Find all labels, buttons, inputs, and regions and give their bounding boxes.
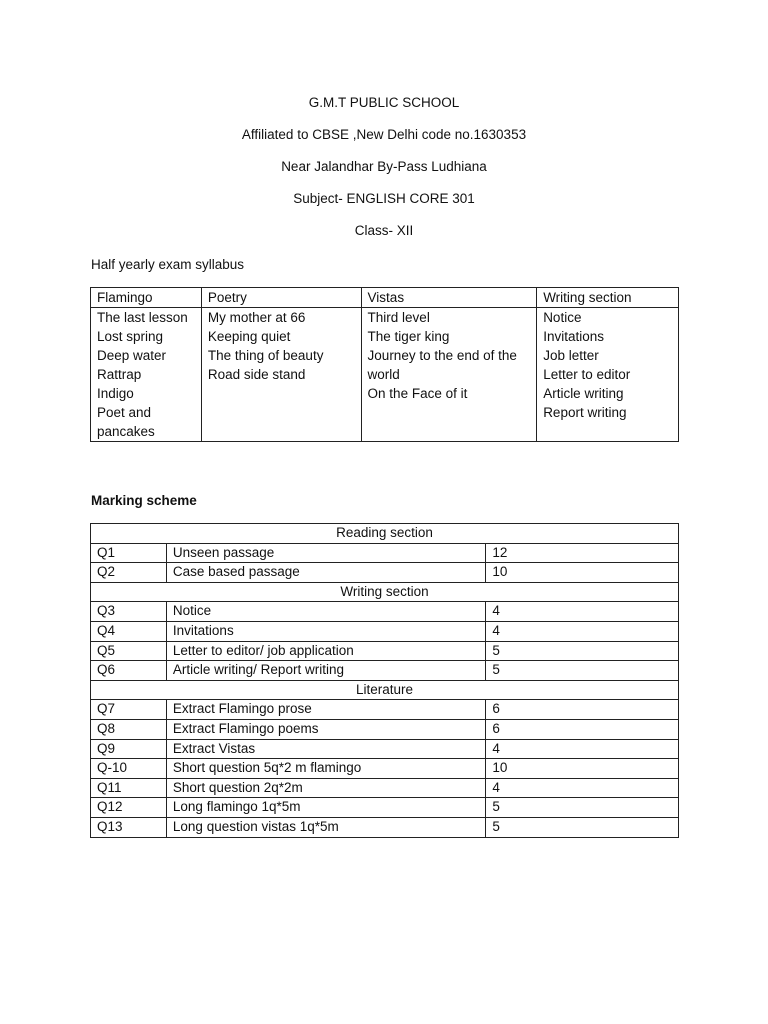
flamingo-list <box>91 308 202 442</box>
question-marks: 6 <box>486 700 679 720</box>
table-row <box>91 817 679 837</box>
question-description: Letter to editor/ job application <box>166 641 485 661</box>
syllabus-body-row <box>91 308 679 442</box>
question-marks: 10 <box>486 563 679 583</box>
list-item: Poet and <box>97 405 152 420</box>
address-line: Near Jalandhar By-Pass Ludhiana <box>281 159 487 174</box>
list-item: Letter to editor <box>543 367 631 382</box>
syllabus-heading: Flamingo <box>91 288 202 308</box>
question-number: Q4 <box>91 621 167 641</box>
question-marks: 4 <box>486 621 679 641</box>
marking-title: Marking scheme <box>91 493 197 508</box>
marking-table <box>90 523 679 838</box>
list-item: On the Face of it <box>367 386 468 401</box>
table-row <box>91 621 679 641</box>
vistas-list <box>361 308 537 442</box>
poetry-list <box>201 308 361 442</box>
list-item: The thing of beauty <box>207 348 324 363</box>
question-number: Q13 <box>91 817 167 837</box>
table-row <box>91 798 679 818</box>
subject-line: Subject- ENGLISH CORE 301 <box>293 191 475 206</box>
writing-list <box>537 308 679 442</box>
list-item: Rattrap <box>97 367 142 382</box>
syllabus-header-row <box>91 288 679 308</box>
list-item: Lost spring <box>97 329 164 344</box>
list-item: Notice <box>543 310 582 325</box>
question-number: Q11 <box>91 778 167 798</box>
list-item: world <box>367 367 400 382</box>
section-heading: Literature <box>91 680 679 700</box>
affiliation-line: Affiliated to CBSE ,New Delhi code no.1630353 <box>241 127 527 142</box>
question-marks: 12 <box>486 543 679 563</box>
question-description: Long question vistas 1q*5m <box>166 817 485 837</box>
question-description: Short question 5q*2 m flamingo <box>166 759 485 779</box>
question-number: Q3 <box>91 602 167 622</box>
question-number: Q1 <box>91 543 167 563</box>
question-number: Q-10 <box>91 759 167 779</box>
list-item: Job letter <box>543 348 599 363</box>
list-item: My mother at 66 <box>207 310 306 325</box>
question-marks: 10 <box>486 759 679 779</box>
question-description: Article writing/ Report writing <box>166 661 485 681</box>
question-marks: 4 <box>486 602 679 622</box>
list-item: Article writing <box>543 386 624 401</box>
list-item: The tiger king <box>367 329 450 344</box>
question-marks: 6 <box>486 719 679 739</box>
list-item: The last lesson <box>97 310 188 325</box>
question-marks: 5 <box>486 661 679 681</box>
question-number: Q6 <box>91 661 167 681</box>
question-description: Short question 2q*2m <box>166 778 485 798</box>
question-marks: 5 <box>486 798 679 818</box>
question-marks: 4 <box>486 739 679 759</box>
list-item: Road side stand <box>207 367 306 382</box>
table-row <box>91 563 679 583</box>
table-row <box>91 641 679 661</box>
syllabus-heading: Poetry <box>201 288 361 308</box>
table-row <box>91 778 679 798</box>
question-description: Notice <box>166 602 485 622</box>
section-heading: Reading section <box>91 524 679 544</box>
question-number: Q2 <box>91 563 167 583</box>
question-number: Q7 <box>91 700 167 720</box>
list-item: Deep water <box>97 348 167 363</box>
syllabus-table <box>90 287 679 442</box>
list-item: Report writing <box>543 405 627 420</box>
question-description: Unseen passage <box>166 543 485 563</box>
syllabus-title: Half yearly exam syllabus <box>91 257 245 272</box>
section-heading: Writing section <box>91 582 679 602</box>
question-number: Q5 <box>91 641 167 661</box>
question-number: Q8 <box>91 719 167 739</box>
question-marks: 4 <box>486 778 679 798</box>
question-description: Case based passage <box>166 563 485 583</box>
section-row <box>91 524 679 544</box>
question-description: Invitations <box>166 621 485 641</box>
syllabus-heading: Writing section <box>537 288 679 308</box>
section-row <box>91 582 679 602</box>
class-line: Class- XII <box>354 223 414 238</box>
table-row <box>91 700 679 720</box>
section-row <box>91 680 679 700</box>
question-description: Extract Vistas <box>166 739 485 759</box>
syllabus-heading: Vistas <box>361 288 537 308</box>
table-row <box>91 602 679 622</box>
school-name: G.M.T PUBLIC SCHOOL <box>308 95 460 110</box>
question-description: Long flamingo 1q*5m <box>166 798 485 818</box>
question-number: Q12 <box>91 798 167 818</box>
list-item: Indigo <box>97 386 134 401</box>
list-item: Journey to the end of the <box>367 348 517 363</box>
list-item: Keeping quiet <box>207 329 291 344</box>
question-marks: 5 <box>486 817 679 837</box>
table-row <box>91 543 679 563</box>
table-row <box>91 759 679 779</box>
table-row <box>91 661 679 681</box>
question-description: Extract Flamingo poems <box>166 719 485 739</box>
list-item: Third level <box>367 310 430 325</box>
list-item: Invitations <box>543 329 604 344</box>
table-row <box>91 719 679 739</box>
question-number: Q9 <box>91 739 167 759</box>
question-marks: 5 <box>486 641 679 661</box>
table-row <box>91 739 679 759</box>
list-item: pancakes <box>97 424 155 439</box>
question-description: Extract Flamingo prose <box>166 700 485 720</box>
